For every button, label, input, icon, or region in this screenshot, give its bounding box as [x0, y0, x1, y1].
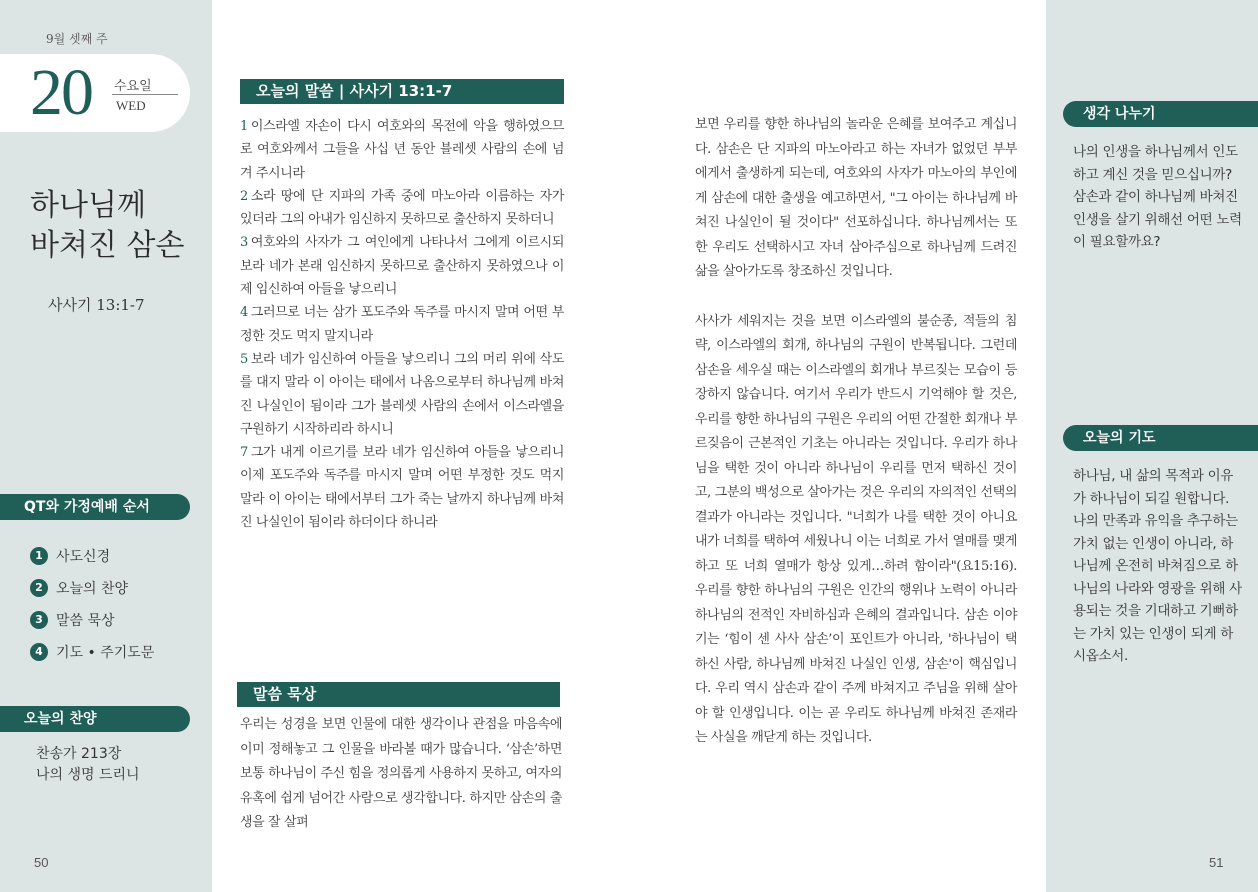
verse-number: 7 [240, 445, 248, 461]
scripture-reference: 사사기 13:1-7 [48, 296, 145, 314]
order-list [30, 540, 154, 668]
list-item [30, 572, 154, 604]
verse [240, 441, 564, 534]
order-number-badge: 2 [30, 579, 48, 597]
verse-number: 5 [240, 351, 248, 367]
prayer-text: 하나님, 내 삶의 목적과 이유가 하나님이 되길 원합니다. 나의 만족과 유익을 추구하는 가치 없는 인생이 아니라, 하나님께 온전히 바쳐짐으로 하나님의 나라와 영광을 위해 사용되는 것을 기대하고 기뻐하는 가치 있는 인생이 되게 하시옵소서. [1073, 468, 1242, 664]
verse-number: 4 [240, 305, 248, 321]
order-heading: QT와 가정예배 순서 [0, 494, 190, 520]
week-label: 9월 셋째 주 [46, 32, 108, 46]
weekday-korean: 수요일 [114, 79, 152, 94]
weekday-english: WED [116, 98, 146, 113]
date-badge [0, 54, 190, 132]
scripture-heading: 오늘의 말씀 | 사사기 13:1-7 [240, 79, 564, 104]
order-number-badge: 3 [30, 611, 48, 629]
meditation-paragraph: 사사가 세워지는 것을 보면 이스라엘의 불순종, 적들의 침략, 이스라엘의 회개, 하나님의 구원이 반복됩니다. 그런데 삼손을 세우실 때는 이스라엘의 회개나 부르짖는 모습이 등장하지 않습니다. 여기서 우리가 반드시 기억해야 할 것은, 우리를 향한 하나님의 구원은 우리의 어떤 간절한 회개나 부르짖음이 근본적인 기초는 아니라는 것입니다. 우리가 하나님을 택한 것이 아니라 하나님이 우리를 먼저 택하신 것이고, 그분의 백성으로 살아가는 것은 우리의 자의적인 선택의 결과가 아니라는 것입니다. "너희가 나를 택한 것이 아니요 내가 너희를 택하여 세웠나니 이는 너희로 가서 열매를 맺게 하고 또 너희 열매가 항상 있게…하려 함이라"(요15:16). 우리를 향한 하나님의 구원은 인간의 행위나 노력이 아니라 하나님의 전적인 자비하심과 은혜의 결과입니다. 삼손 이야기는 ‘힘이 센 사사 삼손’이 포인트가 아니라, '하나님이 택하신 사람, 하나님께 바쳐진 나실인 인생, 삼손'이 핵심입니다. 우리 역시 삼손과 같이 주께 바쳐지고 주님을 위해 살아야 할 인생입니다. 이는 곧 우리도 하나님께 바쳐진 존재라는 사실을 깨닫게 하는 것입니다. [695, 313, 1017, 745]
verse [240, 348, 564, 441]
hymn-title: 나의 생명 드리니 [36, 767, 140, 783]
order-label: 기도 • 주기도문 [56, 645, 155, 661]
verse [240, 231, 564, 301]
order-label: 사도신경 [56, 549, 111, 565]
order-label: 말씀 묵상 [56, 613, 115, 629]
meditation-intro: 우리는 성경을 보면 인물에 대한 생각이나 관점을 마음속에 이미 정해놓고 그 인물을 바라볼 때가 많습니다. ‘삼손’하면 보통 하나님이 주신 힘을 정의롭게 사용하지 못하고, 여자의 유혹에 쉽게 넘어간 사람으로 생각합니다. 하지만 삼손의 출생을 잘 살펴 [240, 717, 562, 830]
list-item [30, 540, 154, 572]
sharing-heading: 생각 나누기 [1063, 101, 1258, 127]
verse-text: 소라 땅에 단 지파의 가족 중에 마노아라 이름하는 자가 있더라 그의 아내가 임신하지 못하므로 출산하지 못하더니 [240, 188, 564, 228]
list-item [30, 604, 154, 636]
day-number: 20 [30, 56, 92, 129]
verse-text: 여호와의 사자가 그 여인에게 나타나서 그에게 이르시되 보라 네가 본래 임신하지 못하므로 출산하지 못하였으나 이제 임신하여 아들을 낳으리니 [240, 235, 564, 298]
hymn-info [36, 744, 140, 786]
verse-number: 2 [240, 188, 248, 204]
sharing-text: 나의 인생을 하나님께서 인도하고 계신 것을 믿으십니까? 삼손과 같이 하나님께 바쳐진 인생을 살기 위해선 어떤 노력이 필요할까요? [1073, 144, 1242, 250]
meditation-heading: 말씀 묵상 [237, 682, 560, 707]
order-number-badge: 1 [30, 547, 48, 565]
page-title-line2: 바쳐진 삼손 [30, 228, 185, 263]
verse [240, 115, 564, 185]
hymn-heading: 오늘의 찬양 [0, 706, 190, 732]
verse-number: 3 [240, 235, 248, 251]
page-number-right: 51 [1209, 855, 1224, 870]
order-number-badge: 4 [30, 643, 48, 661]
hymn-number: 찬송가 213장 [36, 746, 122, 762]
verse-text: 보라 네가 임신하여 아들을 낳으리니 그의 머리 위에 삭도를 대지 말라 이 아이는 태에서 나옴으로부터 하나님께 바쳐진 나실인이 됨이라 그가 블레셋 사람의 손에서 이스라엘을 구원하기 시작하리라 하시니 [240, 351, 564, 437]
meditation-continued [695, 113, 1017, 751]
verse-text: 그가 내게 이르기를 보라 네가 임신하여 아들을 낳으리니 이제 포도주와 독주를 마시지 말며 어떤 부정한 것도 먹지 말라 이 아이는 태에서부터 그가 죽는 날까지 하나님께 바쳐진 나실인이 됨이라 하더이다 하니라 [240, 445, 564, 531]
order-label: 오늘의 찬양 [56, 581, 129, 597]
page-number-left: 50 [34, 855, 49, 870]
verse-text: 이스라엘 자손이 다시 여호와의 목전에 악을 행하였으므로 여호와께서 그들을 사십 년 동안 블레셋 사람의 손에 넘겨 주시니라 [240, 119, 564, 181]
meditation-paragraph: 보면 우리를 향한 하나님의 놀라운 은혜를 보여주고 계십니다. 삼손은 단 지파의 마노아라고 하는 자녀가 없었던 부부에게서 출생하게 되는데, 여호와의 사자가 마노아의 부인에게 삼손에 대한 출생을 예고하면서, "그 아이는 하나님께 바쳐진 나실인이 될 것이다" 선포하십니다. 하나님께서는 또한 우리도 선택하시고 자녀 삼아주심으로 하나님께 드려진 삶을 살아가도록 창조하신 것입니다. [695, 117, 1017, 279]
prayer-heading: 오늘의 기도 [1063, 425, 1258, 451]
verse [240, 301, 564, 348]
scripture-verses [240, 115, 564, 534]
list-item [30, 636, 154, 668]
page-title-line1: 하나님께 [30, 188, 146, 223]
page-title [30, 186, 184, 266]
verse-text: 그러므로 너는 삼가 포도주와 독주를 마시지 말며 어떤 부정한 것도 먹지 말지니라 [240, 305, 564, 344]
verse-number: 1 [240, 119, 248, 134]
date-divider [112, 94, 178, 95]
verse [240, 185, 564, 232]
